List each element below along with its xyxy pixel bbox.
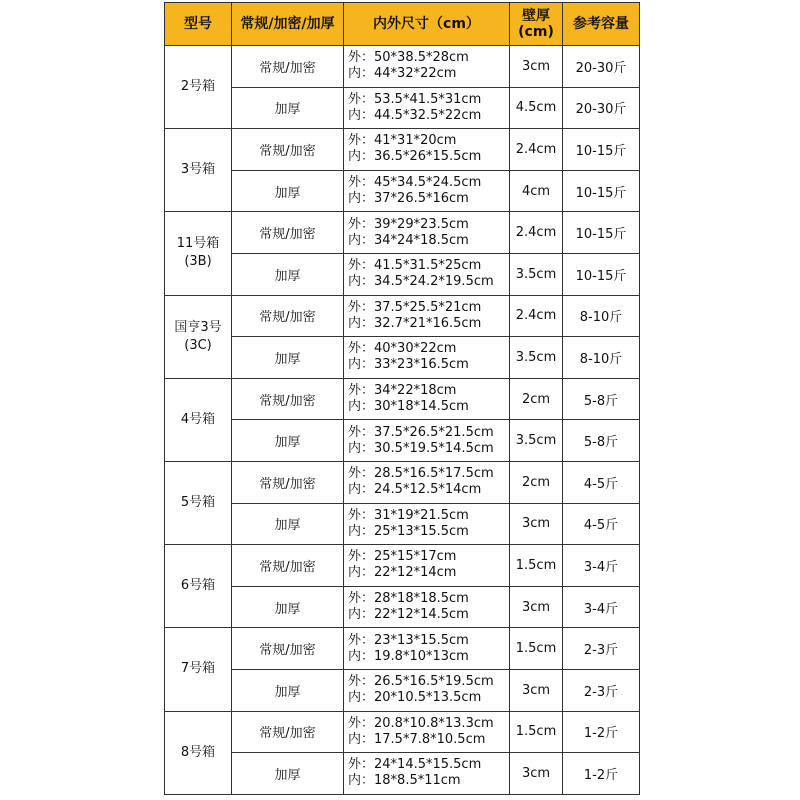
table-row [165,628,640,670]
wall-thickness-cell: 1.5cm [510,545,563,587]
outer-dimension: 外：23*13*15.5cm [348,632,469,648]
header-type: 常规/加密/加厚 [232,3,344,46]
model-name: (3B) [184,254,212,270]
model-name: (3C) [184,337,212,353]
wall-thickness-cell: 3.5cm [510,337,563,379]
model-name: 6号箱 [180,578,216,594]
table-row [165,129,640,171]
wall-thickness-cell: 3cm [510,503,563,545]
capacity-cell: 8-10斤 [563,337,640,379]
type-cell: 加厚 [232,586,344,628]
inner-dimension: 内：34*24*18.5cm [348,232,469,248]
dimensions-cell [344,253,510,295]
type-cell: 常规/加密 [232,378,344,420]
capacity-cell: 1-2斤 [563,711,640,753]
type-cell: 常规/加密 [232,711,344,753]
dimensions-cell [344,753,510,795]
dimensions-cell [344,337,510,379]
dimensions-cell [344,669,510,711]
wall-thickness-cell: 2.4cm [510,212,563,254]
dimensions-cell [344,378,510,420]
capacity-cell: 10-15斤 [563,129,640,171]
inner-dimension: 内：19.8*10*13cm [348,648,469,664]
inner-dimension: 内：44*32*22cm [348,66,457,82]
model-name: 7号箱 [180,661,216,677]
capacity-cell: 8-10斤 [563,295,640,337]
table-row [165,503,640,545]
outer-dimension: 外：39*29*23.5cm [348,216,469,232]
wall-thickness-cell: 1.5cm [510,628,563,670]
model-name: 5号箱 [180,495,216,511]
table-row [165,420,640,462]
table-row [165,337,640,379]
outer-dimension: 外：40*30*22cm [348,341,457,357]
table-row [165,545,640,587]
wall-thickness-cell: 4cm [510,170,563,212]
inner-dimension: 内：22*12*14cm [348,565,457,581]
capacity-cell: 4-5斤 [563,503,640,545]
type-cell: 加厚 [232,669,344,711]
table-row [165,461,640,503]
table-row [165,87,640,129]
model-name: 国亨3号 [174,319,222,335]
wall-thickness-cell: 2cm [510,378,563,420]
dimensions-cell [344,711,510,753]
header-model: 型号 [165,3,232,46]
inner-dimension: 内：30*18*14.5cm [348,399,469,415]
model-cell [165,129,232,212]
capacity-cell: 3-4斤 [563,545,640,587]
wall-thickness-cell: 2.4cm [510,295,563,337]
outer-dimension: 外：20.8*10.8*13.3cm [348,715,494,731]
capacity-cell: 2-3斤 [563,669,640,711]
type-cell: 常规/加密 [232,212,344,254]
dimensions-cell [344,295,510,337]
outer-dimension: 外：28*18*18.5cm [348,591,469,607]
inner-dimension: 内：30.5*19.5*14.5cm [348,440,494,456]
dimensions-cell [344,586,510,628]
wall-thickness-cell: 2cm [510,461,563,503]
model-cell [165,212,232,295]
dimensions-cell [344,461,510,503]
model-cell [165,628,232,711]
table-body [165,46,640,795]
inner-dimension: 内：36.5*26*15.5cm [348,149,482,165]
dimensions-cell [344,129,510,171]
type-cell: 加厚 [232,503,344,545]
inner-dimension: 内：22*12*14.5cm [348,607,469,623]
table-row [165,170,640,212]
inner-dimension: 内：34.5*24.2*19.5cm [348,274,494,290]
model-cell [165,378,232,461]
wall-thickness-cell: 2.4cm [510,129,563,171]
type-cell: 常规/加密 [232,545,344,587]
model-cell [165,461,232,544]
inner-dimension: 内：32.7*21*16.5cm [348,315,482,331]
outer-dimension: 外：24*14.5*15.5cm [348,757,482,773]
outer-dimension: 外：31*19*21.5cm [348,507,469,523]
type-cell: 常规/加密 [232,129,344,171]
model-cell [165,711,232,794]
table-row [165,711,640,753]
dimensions-cell [344,420,510,462]
capacity-cell: 20-30斤 [563,87,640,129]
wall-thickness-cell: 3cm [510,46,563,88]
wall-thickness-cell: 1.5cm [510,711,563,753]
capacity-cell: 10-15斤 [563,253,640,295]
type-cell: 常规/加密 [232,461,344,503]
table-row [165,586,640,628]
outer-dimension: 外：37.5*26.5*21.5cm [348,424,494,440]
header-wall-line2: (cm) [518,24,554,40]
header-wall-line1: 壁厚 [522,8,550,24]
dimensions-cell [344,46,510,88]
inner-dimension: 内：44.5*32.5*22cm [348,107,482,123]
inner-dimension: 内：17.5*7.8*10.5cm [348,731,486,747]
inner-dimension: 内：18*8.5*11cm [348,773,461,789]
wall-thickness-cell: 3.5cm [510,253,563,295]
wall-thickness-cell: 3cm [510,753,563,795]
model-cell [165,295,232,378]
outer-dimension: 外：41*31*20cm [348,133,457,149]
table-row [165,46,640,88]
type-cell: 加厚 [232,170,344,212]
capacity-cell: 5-8斤 [563,420,640,462]
type-cell: 加厚 [232,253,344,295]
model-name: 11号箱 [176,236,220,252]
inner-dimension: 内：37*26.5*16cm [348,191,469,207]
outer-dimension: 外：37.5*25.5*21cm [348,299,482,315]
model-name: 4号箱 [180,411,216,427]
type-cell: 加厚 [232,337,344,379]
type-cell: 常规/加密 [232,295,344,337]
model-cell [165,545,232,628]
inner-dimension: 内：20*10.5*13.5cm [348,690,482,706]
capacity-cell: 1-2斤 [563,753,640,795]
inner-dimension: 内：24.5*12.5*14cm [348,482,482,498]
type-cell: 常规/加密 [232,46,344,88]
wall-thickness-cell: 3cm [510,586,563,628]
dimensions-cell [344,628,510,670]
wall-thickness-cell: 3.5cm [510,420,563,462]
header-size: 内外尺寸（cm） [344,3,510,46]
capacity-cell: 10-15斤 [563,212,640,254]
capacity-cell: 2-3斤 [563,628,640,670]
wall-thickness-cell: 4.5cm [510,87,563,129]
capacity-cell: 10-15斤 [563,170,640,212]
dimensions-cell [344,170,510,212]
capacity-cell: 4-5斤 [563,461,640,503]
dimensions-cell [344,87,510,129]
type-cell: 加厚 [232,87,344,129]
wall-thickness-cell: 3cm [510,669,563,711]
outer-dimension: 外：34*22*18cm [348,383,457,399]
type-cell: 常规/加密 [232,628,344,670]
capacity-cell: 5-8斤 [563,378,640,420]
table-row [165,378,640,420]
inner-dimension: 内：25*13*15.5cm [348,523,469,539]
table-row [165,753,640,795]
model-cell [165,46,232,129]
capacity-cell: 3-4斤 [563,586,640,628]
table-row [165,669,640,711]
spec-table [164,2,640,795]
table-row [165,212,640,254]
outer-dimension: 外：26.5*16.5*19.5cm [348,674,494,690]
outer-dimension: 外：41.5*31.5*25cm [348,258,482,274]
type-cell: 加厚 [232,753,344,795]
table-row [165,295,640,337]
outer-dimension: 外：45*34.5*24.5cm [348,175,482,191]
dimensions-cell [344,212,510,254]
model-name: 8号箱 [180,744,216,760]
outer-dimension: 外：25*15*17cm [348,549,457,565]
dimensions-cell [344,545,510,587]
outer-dimension: 外：28.5*16.5*17.5cm [348,466,494,482]
table-row [165,253,640,295]
header-capacity: 参考容量 [563,3,640,46]
header-wall [510,3,563,46]
outer-dimension: 外：53.5*41.5*31cm [348,91,482,107]
header-row [165,3,640,46]
inner-dimension: 内：33*23*16.5cm [348,357,469,373]
outer-dimension: 外：50*38.5*28cm [348,50,469,66]
capacity-cell: 20-30斤 [563,46,640,88]
model-name: 2号箱 [180,79,216,95]
dimensions-cell [344,503,510,545]
model-name: 3号箱 [180,162,216,178]
type-cell: 加厚 [232,420,344,462]
